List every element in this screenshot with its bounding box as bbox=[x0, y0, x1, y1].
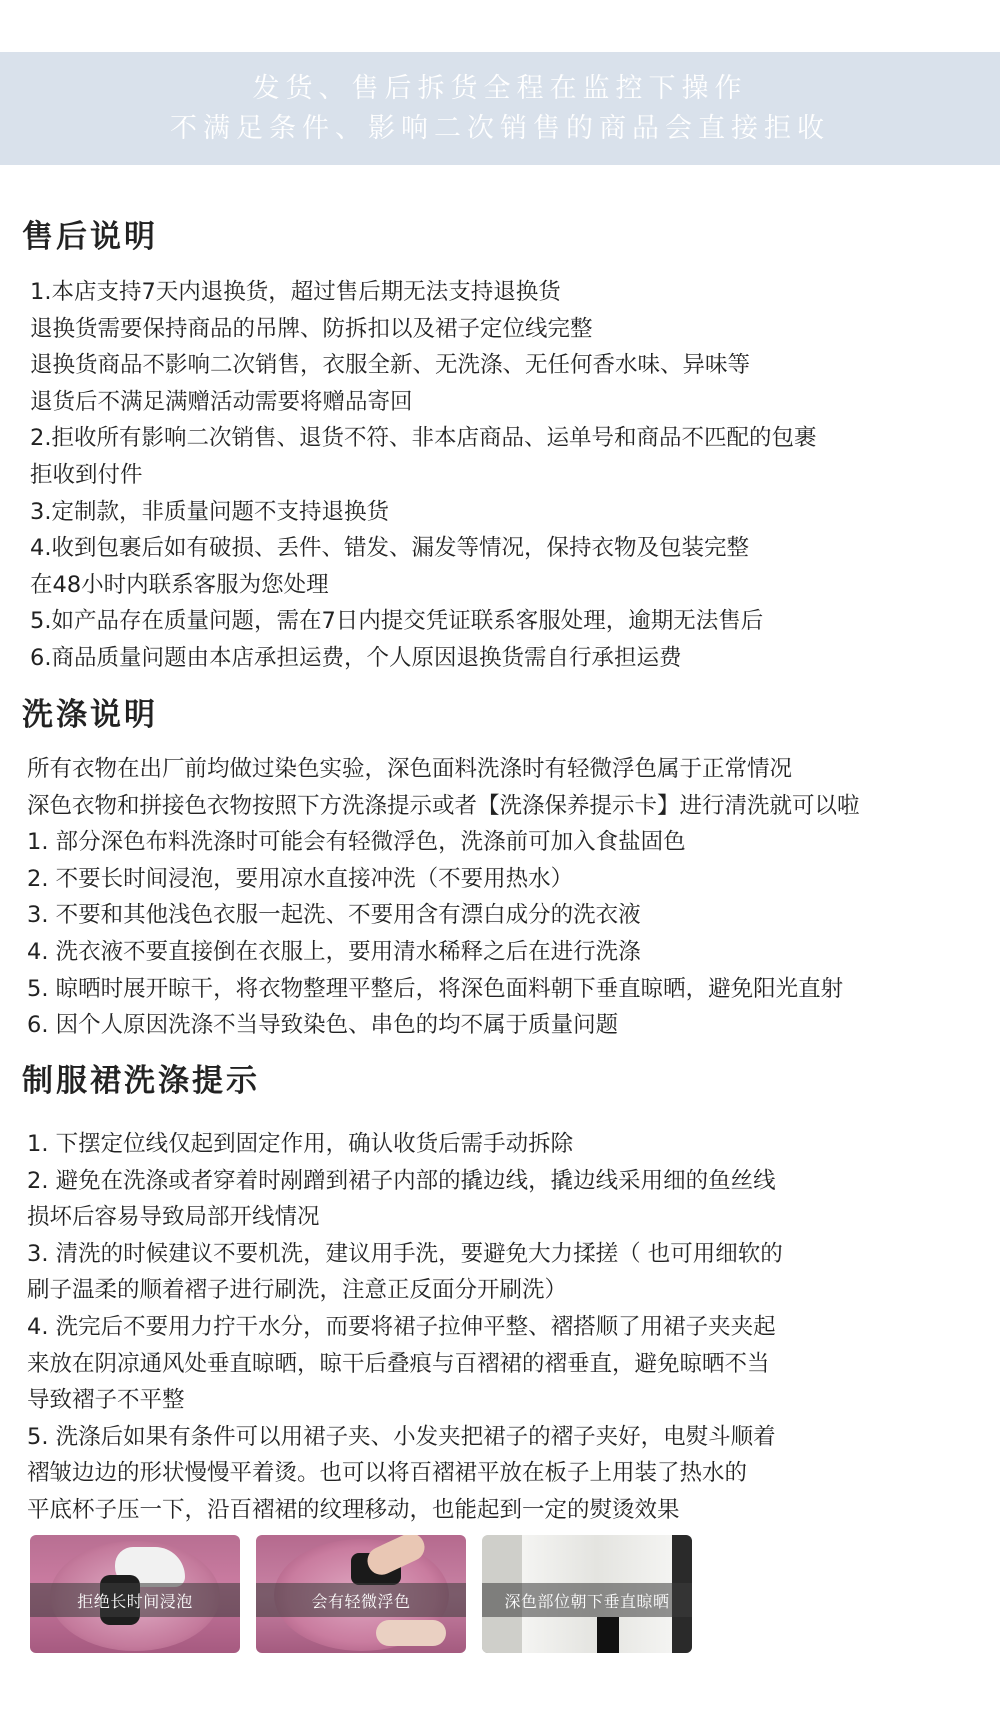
list-item: 1.本店支持7天内退换货，超过售后期无法支持退换货 bbox=[30, 279, 561, 305]
list-item: 深色衣物和拼接色衣物按照下方洗涤提示或者【洗涤保养提示卡】进行清洗就可以啦 bbox=[27, 792, 860, 819]
photo-bleeding bbox=[256, 1535, 466, 1653]
list-item: 所有衣物在出厂前均做过染色实验，深色面料洗涤时有轻微浮色属于正常情况 bbox=[27, 756, 793, 782]
list-item: 拒收到付件 bbox=[30, 461, 143, 488]
list-item: 3. 不要和其他浅色衣服一起洗、不要用含有漂白成分的洗衣液 bbox=[27, 902, 641, 929]
care-photo-row bbox=[30, 1535, 692, 1653]
list-item: 4.收到包裹后如有破损、丢件、错发、漏发等情况，保持衣物及包装完整 bbox=[30, 535, 749, 562]
list-item: 退换货商品不影响二次销售，衣服全新、无洗涤、无任何香水味、异味等 bbox=[30, 352, 751, 379]
after-sale-section bbox=[0, 212, 1000, 677]
photo-caption: 拒绝长时间浸泡 bbox=[30, 1583, 240, 1617]
list-item: 导致褶子不平整 bbox=[27, 1387, 185, 1414]
after-sale-title: 售后说明 bbox=[22, 219, 158, 255]
photo-caption: 会有轻微浮色 bbox=[256, 1583, 466, 1617]
notice-banner bbox=[0, 52, 1000, 165]
list-item: 退货后不满足满赠活动需要将赠品寄回 bbox=[30, 388, 413, 415]
list-item: 3.定制款，非质量问题不支持退换货 bbox=[30, 498, 389, 525]
list-item: 4. 洗衣液不要直接倒在衣服上，要用清水稀释之后在进行洗涤 bbox=[27, 938, 641, 965]
washing-section bbox=[0, 690, 1000, 1044]
list-item: 5. 洗涤后如果有条件可以用裙子夹、小发夹把裙子的褶子夹好，电熨斗顺着 bbox=[27, 1423, 776, 1450]
list-item: 在48小时内联系客服为您处理 bbox=[30, 571, 329, 598]
list-item: 2.拒收所有影响二次销售、退货不符、非本店商品、运单号和商品不匹配的包裹 bbox=[30, 425, 817, 452]
list-item: 褶皱边边的形状慢慢平着烫。也可以将百褶裙平放在板子上用装了热水的 bbox=[27, 1460, 748, 1487]
list-item: 4. 洗完后不要用力拧干水分，而要将裙子拉伸平整、褶搭顺了用裙子夹夹起 bbox=[27, 1313, 776, 1340]
list-item: 2. 不要长时间浸泡，要用凉水直接冲洗（不要用热水） bbox=[27, 865, 574, 892]
washing-list bbox=[0, 751, 1000, 1044]
photo-soaking bbox=[30, 1535, 240, 1653]
list-item: 退换货需要保持商品的吊牌、防拆扣以及裙子定位线完整 bbox=[30, 315, 593, 342]
list-item: 来放在阴凉通风处垂直晾晒，晾干后叠痕与百褶裙的褶垂直，避免晾晒不当 bbox=[27, 1350, 770, 1377]
list-item: 1. 部分深色布料洗涤时可能会有轻微浮色，洗涤前可加入食盐固色 bbox=[27, 829, 686, 856]
list-item: 6. 因个人原因洗涤不当导致染色、串色的均不属于质量问题 bbox=[27, 1012, 619, 1039]
uniform-skirt-section bbox=[0, 1056, 1000, 1529]
photo-drying bbox=[482, 1535, 692, 1653]
list-item: 2. 避免在洗涤或者穿着时剐蹭到裙子内部的撬边线，撬边线采用细的鱼丝线 bbox=[27, 1167, 776, 1194]
after-sale-list bbox=[0, 274, 1000, 677]
banner-line-2: 不满足条件、影响二次销售的商品会直接拒收 bbox=[170, 112, 830, 144]
photo-caption: 深色部位朝下垂直晾晒 bbox=[482, 1583, 692, 1617]
uniform-skirt-title: 制服裙洗涤提示 bbox=[22, 1063, 260, 1099]
list-item: 5. 晾晒时展开晾干，将衣物整理平整后，将深色面料朝下垂直晾晒，避免阳光直射 bbox=[27, 975, 844, 1002]
list-item: 5.如产品存在质量问题，需在7日内提交凭证联系客服处理，逾期无法售后 bbox=[30, 608, 764, 635]
list-item: 3. 清洗的时候建议不要机洗，建议用手洗，要避免大力揉搓（ 也可用细软的 bbox=[27, 1240, 783, 1267]
uniform-skirt-list bbox=[0, 1126, 1000, 1529]
washing-title: 洗涤说明 bbox=[22, 697, 158, 733]
list-item: 刷子温柔的顺着褶子进行刷洗，注意正反面分开刷洗） bbox=[27, 1277, 568, 1304]
list-item: 6.商品质量问题由本店承担运费，个人原因退换货需自行承担运费 bbox=[30, 644, 682, 671]
list-item: 平底杯子压一下，沿百褶裙的纹理移动，也能起到一定的熨烫效果 bbox=[27, 1496, 680, 1523]
list-item: 1. 下摆定位线仅起到固定作用，确认收货后需手动拆除 bbox=[27, 1131, 574, 1157]
list-item: 损坏后容易导致局部开线情况 bbox=[27, 1204, 320, 1231]
banner-line-1: 发货、售后拆货全程在监控下操作 bbox=[252, 72, 748, 104]
